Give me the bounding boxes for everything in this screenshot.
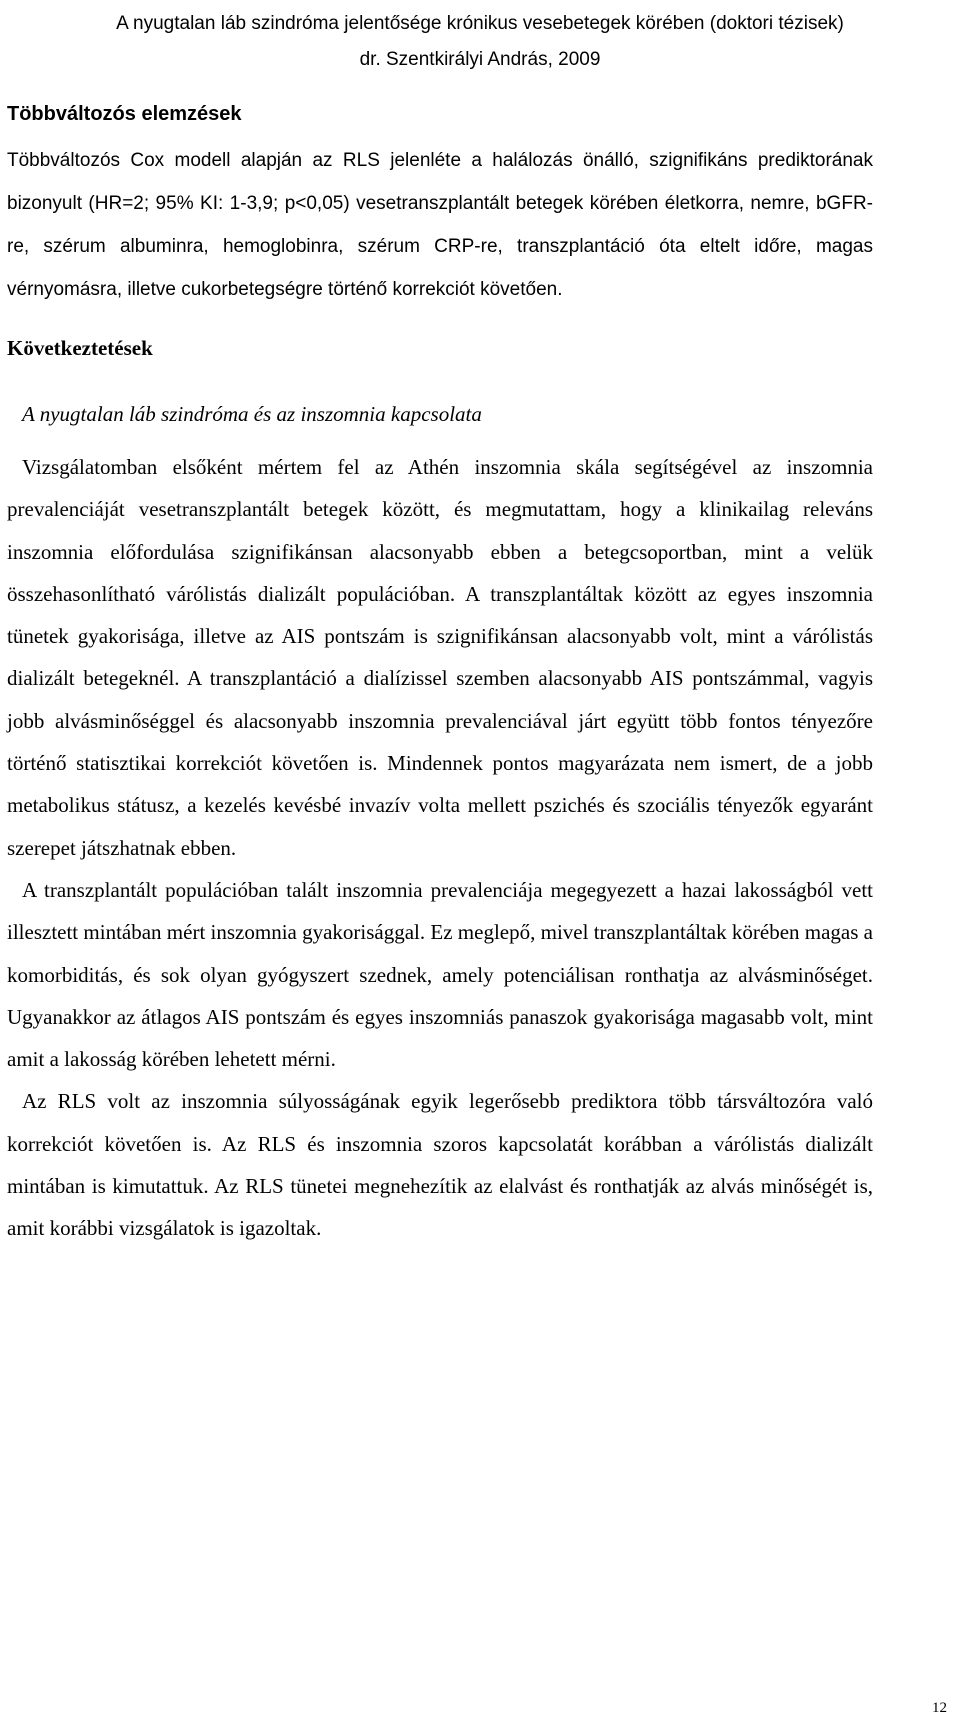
subsection-title: A nyugtalan láb szindróma és az inszomnia kapcsolata bbox=[22, 402, 482, 426]
conclusion-paragraph: Vizsgálatomban elsőként mértem fel az Athén inszomnia skála segítségével az inszomnia prevalenciáját vesetranszplantált betegek között, és megmutattam, hogy a klinikailag releváns inszomnia előfordulása szignifikánsan alacsonyabb ebben a betegcsoportban, mint a velük összehasonlítható várólistás dializált populációban. A transzplantáltak között az egyes inszomnia tünetek gyakorisága, illetve az AIS pontszám is szignifikánsan alacsonyabb volt, mint a várólistás dializált betegeknél. A transzplantáció a dialízissel szemben alacsonyabb AIS pontszámmal, vagyis jobb alvásminőséggel és alacsonyabb inszomnia prevalenciával járt együtt több fontos tényezőre történő statisztikai korrekciót követően is. Mindennek pontos magyarázata nem ismert, de a jobb metabolikus státusz, a kezelés kevésbé invazív volta mellett pszichés és szociális tényezők egyaránt szerepet játszhatnak ebben. bbox=[7, 455, 873, 860]
section-title-conclusions: Következtetések bbox=[7, 336, 153, 360]
page-body bbox=[7, 93, 873, 1250]
running-header bbox=[0, 6, 960, 78]
header-title: A nyugtalan láb szindróma jelentősége krónikus vesebetegek körében (doktori tézisek) bbox=[116, 13, 844, 34]
conclusion-paragraph: A transzplantált populációban talált inszomnia prevalenciája megegyezett a hazai lakosságból vett illesztett mintában mért inszomnia gyakorisággal. Ez meglepő, mivel transzplantáltak körében magas a komorbiditás, és sok olyan gyógyszert szednek, amely potenciálisan ronthatja az alvásminőséget. Ugyanakkor az átlagos AIS pontszám és egyes inszomniás panaszok gyakorisága magasabb volt, mint amit a lakosság körében lehetett mérni. bbox=[7, 877, 873, 1072]
section-title-multivariate: Többváltozós elemzések bbox=[7, 103, 242, 125]
conclusion-paragraph: Az RLS volt az inszomnia súlyosságának egyik legerősebb prediktora több társváltozóra való korrekciót követően is. Az RLS és inszomnia szoros kapcsolatát korábban a várólistás dializált mintában is kimutattuk. Az RLS tünetei megnehezítik az elalvást és ronthatják az alvás minőségét is, amit korábbi vizsgálatok is igazoltak. bbox=[7, 1089, 873, 1241]
header-author-year: dr. Szentkirályi András, 2009 bbox=[359, 49, 601, 70]
page-number: 12 bbox=[932, 1700, 947, 1716]
multivariate-paragraph: Többváltozós Cox modell alapján az RLS jelenléte a halálozás önálló, szignifikáns prediktorának bizonyult (HR=2; 95% KI: 1-3,9; p<0,05) vesetranszplantált betegek körében életkorra, nemre, bGFR-re, szérum albuminra, hemoglobinra, szérum CRP-re, transzplantáció óta eltelt időre, magas vérnyomásra, illetve cukorbetegségre történő korrekciót követően. bbox=[7, 150, 873, 300]
